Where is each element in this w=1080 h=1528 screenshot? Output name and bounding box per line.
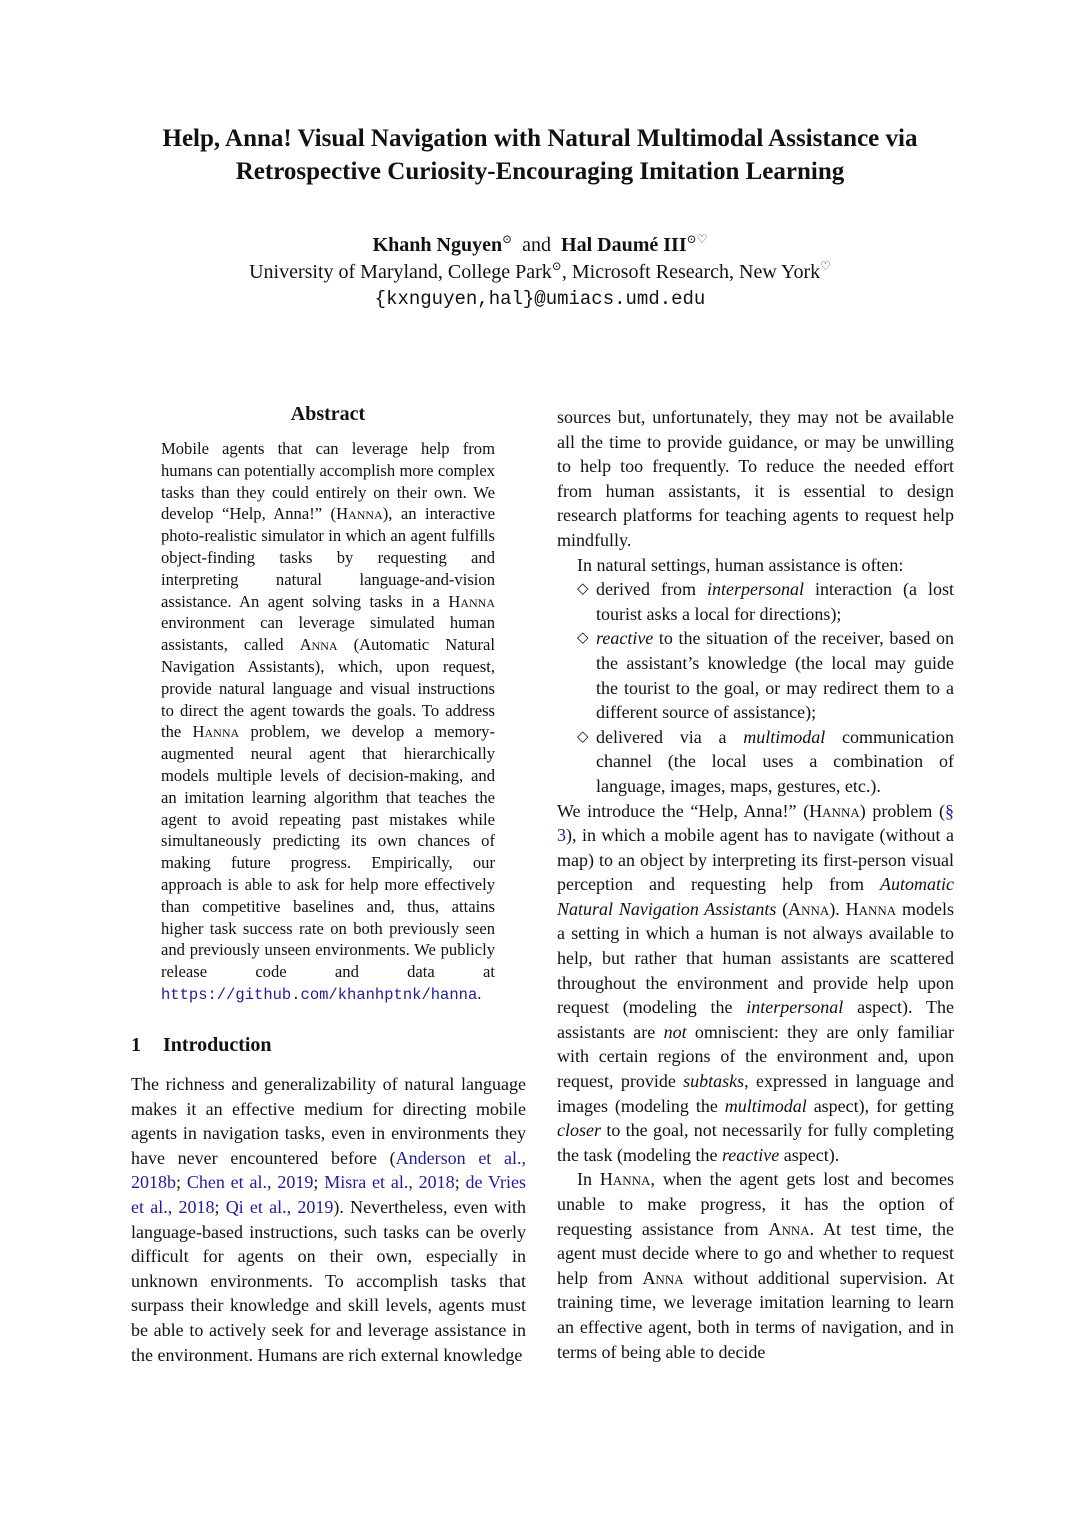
list-item xyxy=(577,626,954,724)
abstract-seg: problem, we develop a memory-augmented neural agent that hierarchically models multiple levels of decision-making, and an imitation learning algorithm that teaches the agent to avoid repeating past mistakes while simultaneously predicting its own chances of making future progress. Empirically, our approach is able to ask for help more effectively than competitive baselines and, thus, attains higher task success rate on both previously seen and previously unseen environments. We publicly release code and data at xyxy=(161,722,495,982)
list-item xyxy=(577,725,954,799)
citation-separator: ; xyxy=(214,1196,226,1217)
citation-link[interactable]: Misra et al., 2018 xyxy=(324,1172,455,1193)
author-line xyxy=(90,232,990,259)
text: , expressed in language and images (modeling the xyxy=(557,1071,954,1116)
text: , when the agent gets lost and becomes unable to make progress, it has the option of requesting assistance from xyxy=(557,1169,954,1239)
intro-text: The richness and generalizability of natural language makes it an effective medium for directing mobile agents in navigation tasks, even in environments they have never encountered before ( xyxy=(131,1074,526,1168)
citation-link[interactable]: Anderson et al., 2018b xyxy=(131,1147,526,1193)
hanna-term: Hanna xyxy=(845,898,897,919)
section-heading-introduction xyxy=(131,1034,272,1057)
citation-separator: ; xyxy=(454,1172,466,1193)
abstract-seg: (Automatic Natural Navigation Assistants), which, upon request, provide natural language and visual instructions to direct the agent towards the goals. To address the xyxy=(161,635,495,742)
hanna-term: Hanna xyxy=(809,800,860,821)
abstract-hanna: Hanna xyxy=(448,591,495,611)
abstract-seg: environment can leverage simulated human assistants, called xyxy=(161,613,495,655)
abstract-end: . xyxy=(477,983,482,1003)
intro-text: ). Nevertheless, even with language-based instructions, such tasks can be overly difficult for agents on their own, especially in unknown environments. To accomplish tasks that surpass their knowledge and skill levels, agents must be able to actively seek for and leverage assistance in the environment. Humans are rich external knowledge xyxy=(131,1196,527,1365)
list-item xyxy=(577,577,954,626)
list-emphasis: reactive xyxy=(596,628,654,649)
emphasis: not xyxy=(663,1021,687,1042)
text: aspect). The assistants are xyxy=(557,997,954,1042)
citation-separator: ; xyxy=(313,1172,325,1193)
list-text: communication channel (the local uses a combination of language, images, maps, gestures, etc.). xyxy=(596,726,954,796)
text: ). xyxy=(829,898,846,919)
paragraph xyxy=(557,1167,954,1364)
list-emphasis: interpersonal xyxy=(707,579,804,600)
title-line-1: Help, Anna! Visual Navigation with Natural Multimodal Assistance via xyxy=(162,125,918,152)
text: to the goal, not necessarily for fully completing the task (modeling the xyxy=(557,1120,954,1165)
abstract-seg: ), an interactive photo-realistic simulator in which an agent fulfills object-finding tasks by requesting and interpreting natural language-and-vision assistance. An agent solving tasks in a xyxy=(161,504,496,611)
paper-title xyxy=(90,122,990,188)
hanna-term: Hanna xyxy=(599,1169,651,1190)
text: models a setting in which a human is not always available to help, but rather that human assistants are scattered throughout the environment and provide help upon request (modeling the xyxy=(557,898,954,1018)
affiliation-1-mark: ⊙ xyxy=(551,259,562,273)
anna-term: Anna xyxy=(788,898,830,919)
list-text: delivered via a xyxy=(596,726,744,747)
paragraph: In natural settings, human assistance is often: xyxy=(577,554,904,575)
citation-separator: ; xyxy=(176,1172,187,1193)
introduction-right-column xyxy=(557,405,954,1364)
emphasis: subtasks xyxy=(683,1071,745,1092)
abstract-hanna: Hanna xyxy=(192,722,240,742)
author-2-name: Hal Daumé III xyxy=(561,234,687,256)
citation-link[interactable]: Chen et al., 2019 xyxy=(186,1172,314,1193)
code-url-link[interactable]: https://github.com/khanhptnk/hanna xyxy=(161,985,478,1004)
introduction-left-column xyxy=(131,1072,526,1367)
text: . At test time, the agent must decide where to go and whether to request help from xyxy=(557,1218,954,1288)
text: aspect). xyxy=(779,1144,840,1165)
emphasis: interpersonal xyxy=(746,997,844,1018)
author-email: {kxnguyen,hal}@umiacs.umd.edu xyxy=(374,288,706,310)
list-text: derived from xyxy=(596,579,707,600)
text: We introduce the “Help, Anna!” ( xyxy=(557,800,810,821)
anna-term: Anna xyxy=(642,1267,684,1288)
list-text: to the situation of the receiver, based on the assistant’s knowledge (the local may guide the tourist to the goal, or may redirect them to a different source of assistance); xyxy=(596,628,954,723)
intro-paragraph xyxy=(131,1072,526,1367)
author-separator: and xyxy=(522,234,552,256)
emphasis: multimodal xyxy=(724,1095,807,1116)
emphasis: closer xyxy=(557,1120,601,1141)
abstract-seg: Mobile agents that can leverage help from humans can potentially accomplish more complex tasks than they could entirely on their own. We develop “Help, Anna!” ( xyxy=(161,439,495,524)
affiliation-line xyxy=(90,259,990,286)
affiliation-1: University of Maryland, College Park xyxy=(249,261,552,283)
paragraph xyxy=(557,799,954,1168)
abstract-anna: Anna xyxy=(299,635,338,655)
abstract-hanna: Hanna xyxy=(336,504,383,524)
section-ref-link[interactable]: § 3 xyxy=(557,800,954,846)
author-1-affil-mark: ⊙ xyxy=(502,232,513,246)
affiliation-2-mark: ♡ xyxy=(820,259,831,273)
section-title: Introduction xyxy=(163,1034,272,1056)
text: omniscient: they are only familiar with certain regions of the environment and, upon request, provide xyxy=(557,1021,954,1092)
assistance-properties-list xyxy=(557,577,954,798)
abstract-text xyxy=(161,438,495,1007)
affiliation-2: , Microsoft Research, New York xyxy=(561,261,821,283)
text: ( xyxy=(776,898,789,919)
text: ) problem ( xyxy=(859,800,945,821)
text: In xyxy=(577,1169,600,1190)
anna-term: Anna xyxy=(768,1218,810,1239)
citation-link[interactable]: de Vries et al., 2018 xyxy=(131,1172,526,1217)
section-number: 1 xyxy=(131,1034,141,1056)
author-1-name: Khanh Nguyen xyxy=(372,234,503,256)
paragraph: sources but, unfortunately, they may not be available all the time to provide guidance, or may be unwilling to help too frequently. To reduce the needed effort from human assistants, it is essential to design research platforms for teaching agents to request help mindfully. xyxy=(557,407,954,550)
author-block xyxy=(90,232,990,313)
title-line-2: Retrospective Curiosity-Encouraging Imitation Learning xyxy=(235,158,845,185)
emphasis: reactive xyxy=(721,1144,780,1165)
emphasis: Automatic Natural Navigation Assistants xyxy=(557,874,954,919)
text: ), in which a mobile agent has to navigate (without a map) to an object by interpreting its first-person visual perception and requesting help from xyxy=(557,825,954,895)
citation-link[interactable]: Qi et al., 2019 xyxy=(225,1196,334,1217)
abstract-heading: Abstract xyxy=(290,403,366,425)
text: aspect), for getting xyxy=(806,1095,954,1116)
author-2-affil-mark: ⊙♡ xyxy=(686,232,708,246)
list-text: interaction (a lost tourist asks a local for directions); xyxy=(596,579,954,624)
list-emphasis: multimodal xyxy=(743,726,826,747)
text: without additional supervision. At training time, we leverage imitation learning to learn an effective agent, both in terms of navigation, and in terms of being able to decide xyxy=(557,1267,954,1362)
